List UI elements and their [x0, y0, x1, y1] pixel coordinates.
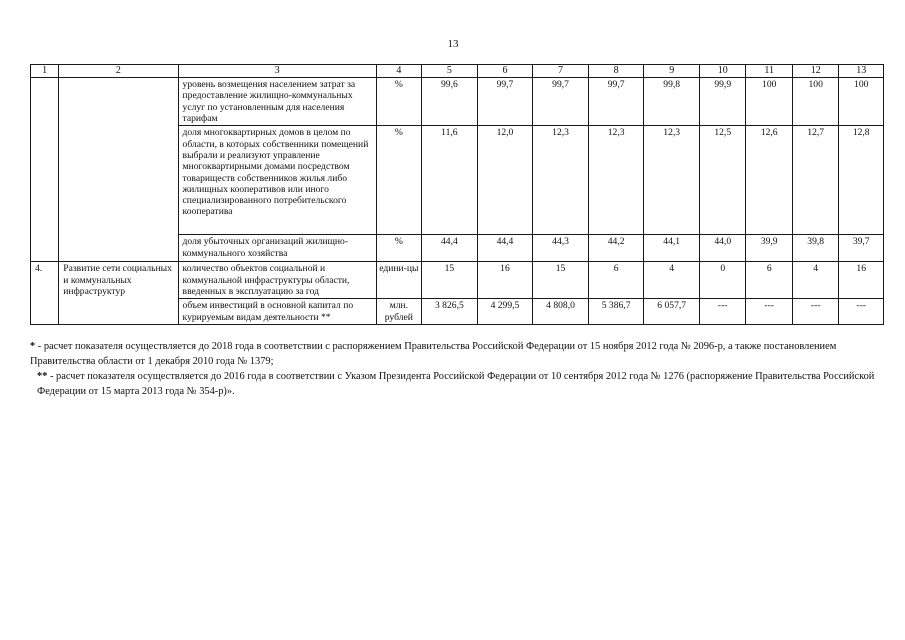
footnote-2 [30, 369, 890, 399]
value-cell: 39,9 [746, 235, 792, 262]
value-cell: 16 [839, 262, 884, 299]
value-cell: 99,7 [588, 78, 644, 126]
footnote-mark: ** [37, 371, 48, 383]
header-cell: 7 [533, 65, 589, 78]
header-cell: 5 [422, 65, 478, 78]
footnote-1 [30, 339, 890, 369]
footnotes [30, 339, 890, 399]
value-cell: --- [792, 299, 838, 325]
value-cell: 44,4 [477, 235, 533, 262]
header-cell: 4 [376, 65, 421, 78]
table-row [31, 78, 884, 126]
value-cell: 100 [839, 78, 884, 126]
value-cell: 11,6 [422, 126, 478, 235]
table-header-row [31, 65, 884, 78]
empty-name-cell [59, 78, 178, 262]
value-cell: 44,0 [699, 235, 745, 262]
value-cell: 0 [699, 262, 745, 299]
value-cell: 6 [746, 262, 792, 299]
value-cell: 4 [644, 262, 700, 299]
indicator-cell: уровень возмещения населением затрат за предоставление жилищно-коммунальных услуг по установленным для населения тарифам [178, 78, 376, 126]
page-number: 13 [447, 38, 459, 50]
section-number-cell: 4. [31, 262, 59, 325]
value-cell: --- [746, 299, 792, 325]
value-cell: 12,7 [792, 126, 838, 235]
value-cell: 99,7 [477, 78, 533, 126]
value-cell: 4 [792, 262, 838, 299]
header-cell: 12 [792, 65, 838, 78]
indicator-cell: доля многоквартирных домов в целом по области, в которых собственники помещений выбрали и реализуют управление многоквартирными домами посредством товариществ собственников жилья либо жилищных кооперативов или иного специализированного потребительского кооператива [178, 126, 376, 235]
value-cell: 99,7 [533, 78, 589, 126]
value-cell: --- [699, 299, 745, 325]
value-cell: 12,0 [477, 126, 533, 235]
value-cell: --- [839, 299, 884, 325]
header-cell: 6 [477, 65, 533, 78]
value-cell: 12,3 [644, 126, 700, 235]
header-cell: 13 [839, 65, 884, 78]
value-cell: 4 299,5 [477, 299, 533, 325]
value-cell: 16 [477, 262, 533, 299]
header-cell: 9 [644, 65, 700, 78]
unit-cell: млн. рублей [376, 299, 421, 325]
value-cell: 12,5 [699, 126, 745, 235]
section-name-cell: Развитие сети социальных и коммунальных инфраструктур [59, 262, 178, 325]
header-cell: 11 [746, 65, 792, 78]
value-cell: 15 [533, 262, 589, 299]
footnote-mark: * [30, 341, 36, 352]
value-cell: 4 808,0 [533, 299, 589, 325]
header-cell: 2 [59, 65, 178, 78]
footnote-text: - расчет показателя осуществляется до 2018 года в соответствии с распоряжением Правительства Российской Федерации от 15 ноября 2012 года № 2096-р, а также постановлением Правительства области от 1 декабря 2010 года № 1379; [30, 341, 837, 368]
value-cell: 44,1 [644, 235, 700, 262]
value-cell: 12,3 [533, 126, 589, 235]
value-cell: 99,9 [699, 78, 745, 126]
indicators-table [30, 64, 884, 325]
value-cell: 3 826,5 [422, 299, 478, 325]
value-cell: 39,7 [839, 235, 884, 262]
value-cell: 100 [792, 78, 838, 126]
value-cell: 44,2 [588, 235, 644, 262]
header-cell: 3 [178, 65, 376, 78]
value-cell: 5 386,7 [588, 299, 644, 325]
value-cell: 99,8 [644, 78, 700, 126]
unit-cell: едини-цы [376, 262, 421, 299]
value-cell: 12,6 [746, 126, 792, 235]
value-cell: 99,6 [422, 78, 478, 126]
empty-number-cell [31, 78, 59, 262]
unit-cell: % [376, 78, 421, 126]
indicator-cell: доля убыточных организаций жилищно-коммунального хозяйства [178, 235, 376, 262]
value-cell: 6 057,7 [644, 299, 700, 325]
value-cell: 44,4 [422, 235, 478, 262]
unit-cell: % [376, 235, 421, 262]
header-cell: 8 [588, 65, 644, 78]
value-cell: 12,8 [839, 126, 884, 235]
footnote-text: - расчет показателя осуществляется до 2016 года в соответствии с Указом Президента Российской Федерации от 10 сентября 2012 года № 1276 (распоряжение Правительства Российской Федерации от 15 марта 2013 года № 354-р)». [37, 371, 875, 398]
header-cell: 10 [699, 65, 745, 78]
value-cell: 39,8 [792, 235, 838, 262]
value-cell: 15 [422, 262, 478, 299]
table-row [31, 262, 884, 299]
value-cell: 6 [588, 262, 644, 299]
value-cell: 44,3 [533, 235, 589, 262]
indicator-cell: объем инвестиций в основной капитал по курируемым видам деятельности ** [178, 299, 376, 325]
indicator-cell: количество объектов социальной и коммунальной инфраструктуры области, введенных в эксплуатацию за год [178, 262, 376, 299]
value-cell: 100 [746, 78, 792, 126]
value-cell: 12,3 [588, 126, 644, 235]
header-cell: 1 [31, 65, 59, 78]
unit-cell: % [376, 126, 421, 235]
